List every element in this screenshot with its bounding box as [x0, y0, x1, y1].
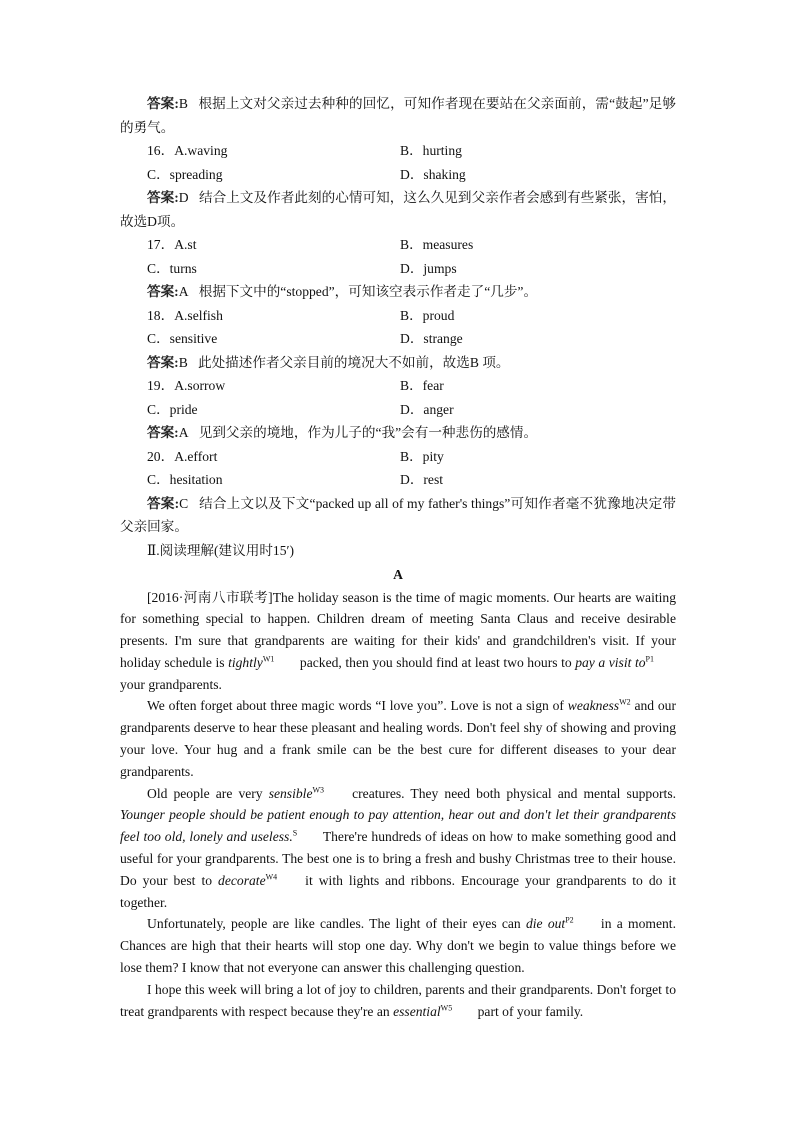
document-page — [120, 92, 676, 1022]
question-19-row-2 — [120, 398, 676, 422]
option-a: A.sorrow — [174, 378, 226, 393]
passage-text: Unfortunately, people are like candles. The light of their eyes can — [147, 916, 526, 932]
passage-text: There're hundreds of ideas on how to make something good and useful for your grandparents. The best one is to bring a fresh and bushy Christmas tree to their house. Do your best to — [120, 829, 676, 888]
answer-label: 答案: — [147, 190, 179, 205]
answer-label: 答案: — [147, 354, 179, 370]
key-sentence: Younger people should be patient enough to pay attention, hear out and don't let their grandparents feel too old, lonely and useless. — [120, 807, 676, 845]
passage-text: it with lights and ribbons. Encourage your grandparents to do it together. — [120, 872, 676, 910]
answer-explanation: 此处描述作者父亲目前的境况大不如前，故选B 项。 — [198, 354, 510, 370]
question-number: 18． — [147, 307, 175, 323]
vocab-tag: W4 — [265, 872, 278, 882]
question-16-row-2 — [120, 163, 676, 187]
answer-18 — [120, 351, 676, 375]
passage-text: and our grandparents deserve to hear these pleasant and healing words. Don't feel shy of showing and proving your love. Your hug and a frank smile can be the best cure for different diseases to your dear grandparents. — [120, 698, 677, 779]
option-b: B．proud — [400, 307, 455, 323]
question-17-row-1 — [120, 233, 676, 257]
vocab-tag: W1 — [262, 654, 275, 664]
answer-letter: B — [178, 96, 188, 111]
option-d: D．shaking — [400, 166, 466, 182]
sentence-tag: S — [292, 828, 298, 838]
vocab-word: sensible — [268, 785, 313, 801]
question-20-row-2 — [120, 468, 676, 492]
passage-text: in a moment. Chances are high that their hearts will stop one day. Why don't we begin to value things before we lose them? I know that not everyone can answer this challenging question. — [120, 916, 676, 976]
answer-label: 答案: — [147, 425, 179, 440]
question-19-row-1 — [120, 374, 676, 398]
option-c: C．hesitation — [147, 472, 223, 487]
passage-paragraph-5 — [120, 979, 676, 1023]
answer-label: 答案: — [147, 96, 179, 111]
passage-text: your grandparents. — [120, 676, 222, 692]
passage-paragraph-2 — [120, 695, 676, 782]
answer-label: 答案: — [147, 495, 180, 511]
option-c: C．spreading — [147, 166, 223, 182]
passage-source: [2016·河南八市联考] — [147, 589, 273, 605]
vocab-tag: W3 — [312, 785, 325, 795]
passage-paragraph-3 — [120, 783, 676, 914]
question-18-row-2 — [120, 327, 676, 351]
answer-label: 答案: — [147, 284, 179, 299]
vocab-tag: W5 — [440, 1003, 453, 1013]
passage-text: I hope this week will bring a lot of joy to children, parents and their grandparents. Don't forget to treat grandparents with respect because they're an — [120, 981, 676, 1019]
vocab-word: tightly — [228, 654, 263, 670]
passage-paragraph-4 — [120, 913, 676, 978]
passage-text: The holiday season is the time of magic moments. Our hearts are waiting for something special to happen. Children dream of meeting Santa Claus and receive desirable presents. I'm sure that grandparents are waiting for their kids' and grandchildren's visit. If your holiday schedule is — [120, 589, 676, 670]
option-a: A.selfish — [174, 307, 223, 323]
question-number: 19． — [147, 378, 175, 393]
option-d: D．jumps — [400, 260, 457, 276]
passage-text: creatures. They need both physical and mental supports. — [346, 785, 677, 801]
option-c: C．turns — [147, 260, 197, 276]
question-20-row-1 — [120, 445, 676, 469]
option-d: D．strange — [400, 331, 463, 346]
vocab-word: weakness — [567, 698, 620, 714]
answer-letter: A — [178, 284, 189, 299]
option-d: D．anger — [400, 401, 454, 417]
passage-text: Old people are very — [147, 785, 269, 801]
option-a: A.effort — [174, 448, 218, 464]
option-a: A.st — [174, 237, 197, 252]
option-b: B．fear — [400, 378, 444, 393]
answer-letter: C — [179, 495, 189, 511]
answer-letter: A — [178, 425, 189, 440]
option-d: D．rest — [400, 472, 444, 487]
question-number: 16． — [147, 143, 175, 158]
option-b: B．measures — [400, 237, 474, 252]
part-title: A — [393, 566, 403, 582]
passage-paragraph-1 — [120, 587, 676, 696]
vocab-word: decorate — [218, 872, 266, 888]
option-c: C．sensitive — [147, 331, 218, 346]
question-17-row-2 — [120, 257, 676, 281]
passage-text: packed, then you should find at least two hours to — [296, 654, 576, 670]
answer-20 — [120, 492, 676, 539]
answer-letter: B — [178, 354, 188, 370]
vocab-phrase: pay a visit to — [575, 654, 646, 670]
vocab-tag: P1 — [645, 654, 654, 664]
answer-17 — [120, 280, 676, 304]
section-title: Ⅱ.阅读理解(建议用时15′) — [147, 542, 295, 558]
option-a: A.waving — [174, 143, 228, 158]
vocab-tag: P2 — [565, 915, 574, 925]
passage-text: part of your family. — [474, 1003, 584, 1019]
vocab-word: essential — [393, 1003, 441, 1019]
question-number: 20． — [147, 448, 175, 464]
vocab-phrase: die out — [525, 916, 566, 932]
question-number: 17． — [147, 237, 175, 252]
answer-explanation: 根据下文中的“stopped”，可知该空表示作者走了“几步”。 — [198, 284, 538, 299]
passage-text: We often forget about three magic words “I love you”. Love is not a sign of — [147, 698, 568, 714]
question-18-row-1 — [120, 304, 676, 328]
answer-letter: D — [178, 190, 189, 205]
option-c: C．pride — [147, 401, 198, 417]
answer-explanation: 结合上文以及下文“packed up all of my father's things”可知作者毫不犹豫地决定带父亲回家。 — [120, 495, 677, 534]
answer-explanation: 见到父亲的境地，作为儿子的“我”会有一种悲伤的感情。 — [198, 425, 538, 440]
option-b: B．hurting — [400, 143, 462, 158]
answer-16 — [120, 186, 676, 233]
answer-15 — [120, 92, 676, 139]
answer-explanation: 结合上文及作者此刻的心情可知，这么久见到父亲作者会感到有些紧张，害怕，故选D项。 — [120, 190, 676, 229]
answer-19 — [120, 421, 676, 445]
vocab-tag: W2 — [619, 697, 631, 707]
question-16-row-1 — [120, 139, 676, 163]
answer-explanation: 根据上文对父亲过去种种的回忆，可知作者现在要站在父亲面前，需“鼓起”足够的勇气。 — [120, 96, 676, 135]
option-b: B．pity — [400, 448, 444, 464]
